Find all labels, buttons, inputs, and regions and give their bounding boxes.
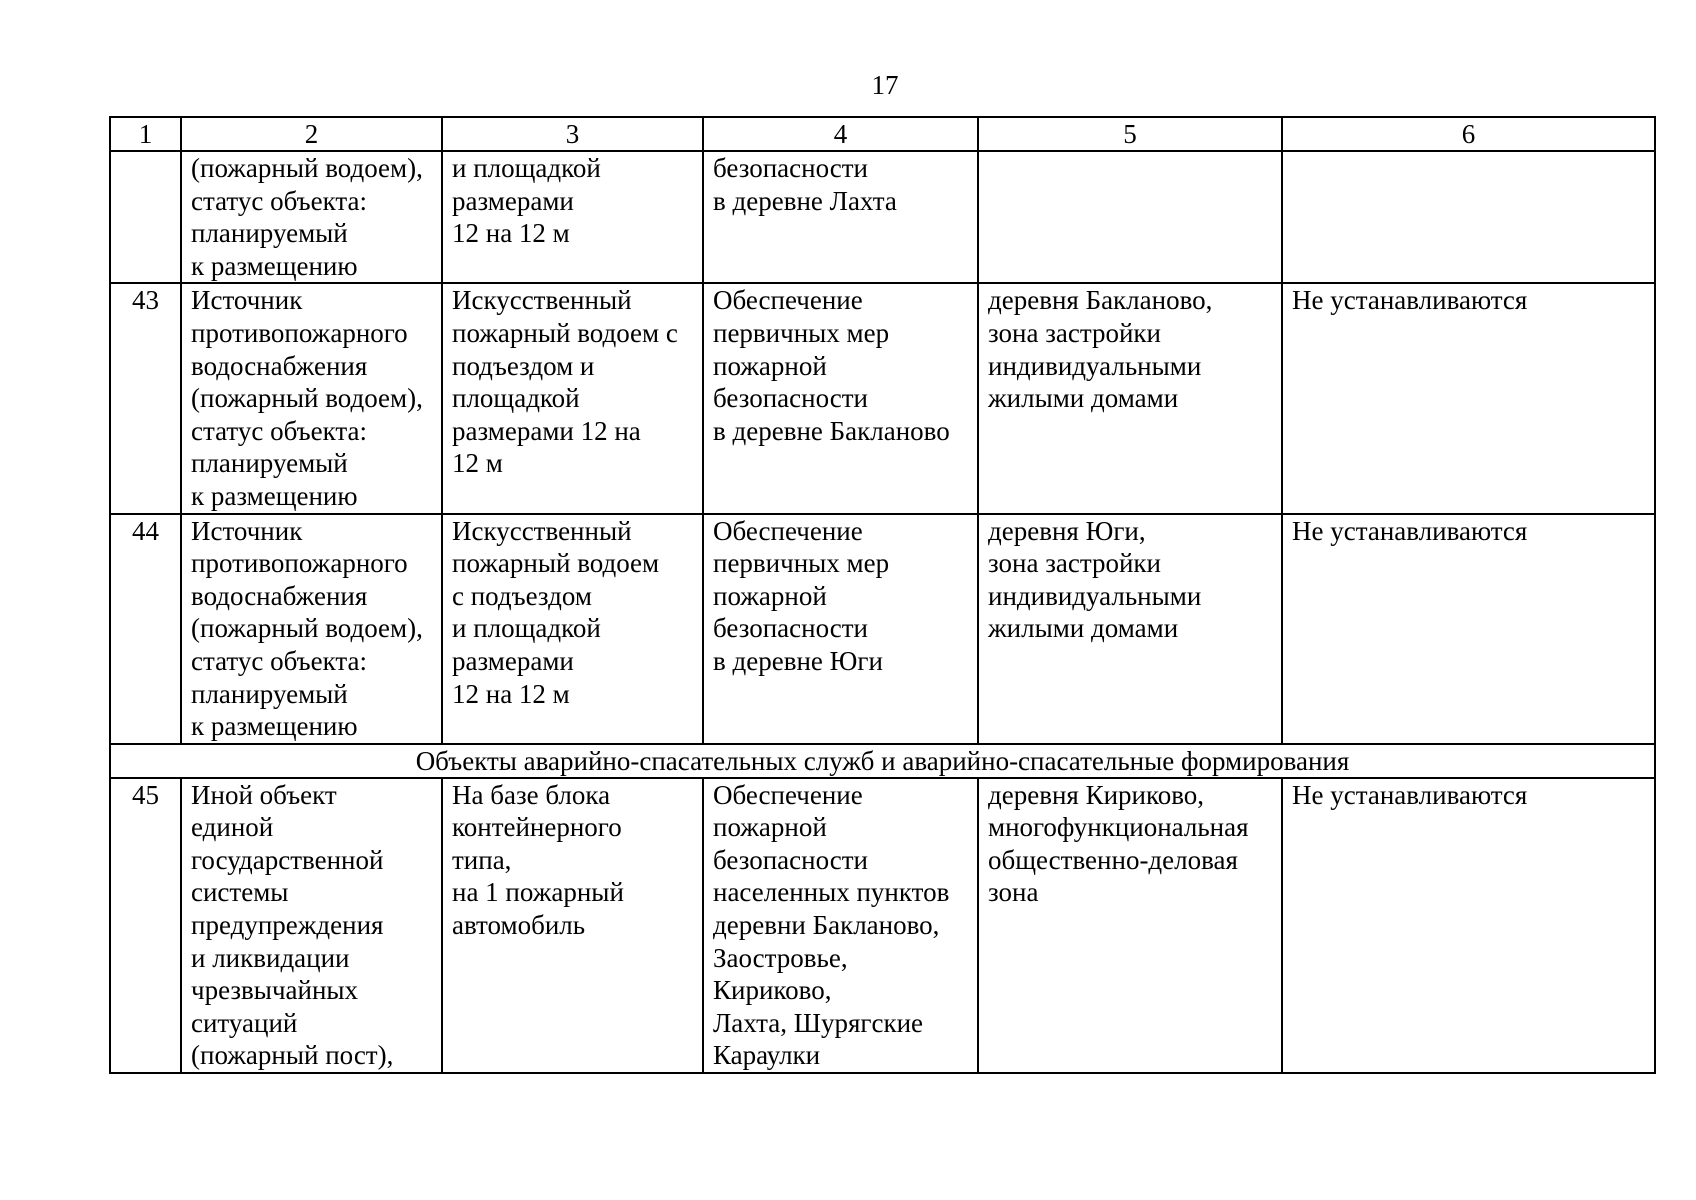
purpose-cell: Обеспечение первичных мер пожарной безопасности в деревне Бакланово <box>703 283 978 513</box>
header-cell: 1 <box>110 117 181 151</box>
location-cell: деревня Юги, зона застройки индивидуальными жилыми домами <box>978 514 1282 744</box>
zones-cell <box>1282 151 1655 283</box>
header-cell: 5 <box>978 117 1282 151</box>
purpose-cell: безопасности в деревне Лахта <box>703 151 978 283</box>
location-cell <box>978 151 1282 283</box>
purpose-cell: Обеспечение первичных мер пожарной безопасности в деревне Юги <box>703 514 978 744</box>
location-cell: деревня Бакланово, зона застройки индивидуальными жилыми домами <box>978 283 1282 513</box>
header-cell: 3 <box>442 117 703 151</box>
table-header-row <box>110 117 1655 151</box>
page-number: 17 <box>871 70 899 100</box>
header-cell: 6 <box>1282 117 1655 151</box>
characteristics-cell: Искусственный пожарный водоем с подъездом и площадкой размерами 12 на 12 м <box>442 283 703 513</box>
zones-cell: Не устанавливаются <box>1282 778 1655 1073</box>
table-row <box>110 151 1655 283</box>
row-number-cell <box>110 151 181 283</box>
location-cell: деревня Кириково, многофункциональная общественно-деловая зона <box>978 778 1282 1073</box>
header-cell: 2 <box>181 117 442 151</box>
table-row <box>110 283 1655 513</box>
row-number-cell: 43 <box>110 283 181 513</box>
characteristics-cell: и площадкой размерами 12 на 12 м <box>442 151 703 283</box>
object-name-cell: Источник противопожарного водоснабжения (пожарный водоем), статус объекта: планируемый к размещению <box>181 283 442 513</box>
table-row <box>110 778 1655 1073</box>
zones-cell: Не устанавливаются <box>1282 514 1655 744</box>
characteristics-cell: На базе блока контейнерного типа, на 1 пожарный автомобиль <box>442 778 703 1073</box>
characteristics-cell: Искусственный пожарный водоем с подъездом и площадкой размерами 12 на 12 м <box>442 514 703 744</box>
section-heading-row <box>110 744 1655 778</box>
section-heading: Объекты аварийно-спасательных служб и аварийно-спасательные формирования <box>110 744 1655 778</box>
row-number-cell: 45 <box>110 778 181 1073</box>
object-name-cell: Источник противопожарного водоснабжения (пожарный водоем), статус объекта: планируемый к размещению <box>181 514 442 744</box>
header-cell: 4 <box>703 117 978 151</box>
zones-cell: Не устанавливаются <box>1282 283 1655 513</box>
row-number-cell: 44 <box>110 514 181 744</box>
object-name-cell: (пожарный водоем), статус объекта: планируемый к размещению <box>181 151 442 283</box>
purpose-cell: Обеспечение пожарной безопасности населенных пунктов деревни Бакланово, Заостровье, Кириково, Лахта, Шурягские Караулки <box>703 778 978 1073</box>
objects-table <box>109 116 1656 1074</box>
object-name-cell: Иной объект единой государственной системы предупреждения и ликвидации чрезвычайных ситуаций (пожарный пост), <box>181 778 442 1073</box>
table-row <box>110 514 1655 744</box>
